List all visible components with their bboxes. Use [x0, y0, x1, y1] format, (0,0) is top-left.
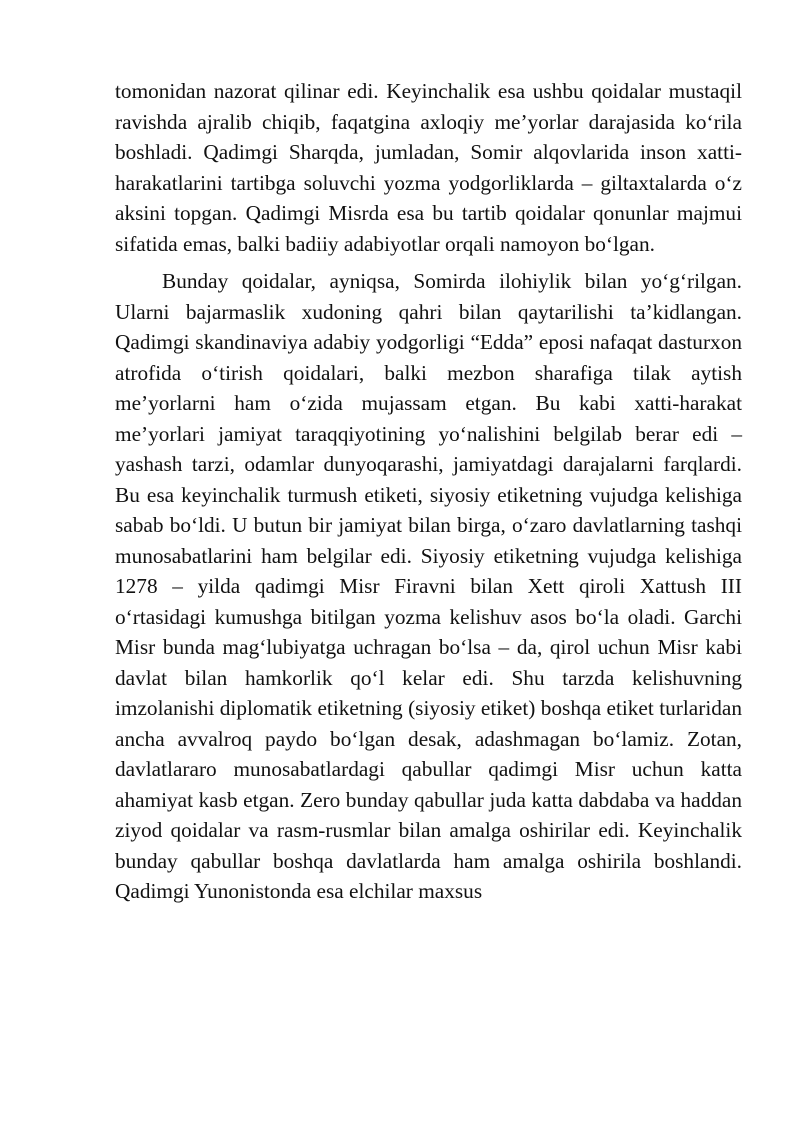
paragraph-body: Bunday qoidalar, ayniqsa, Somirda ilohiylik bilan yo‘g‘rilgan. Ularni bajarmaslik xudoning qahri bilan qaytarilishi ta’kidlangan. Qadimgi skandinaviya adabiy yodgorligi “Edda” eposi nafaqat dasturxon atrofida o‘tirish qoidalari, balki mezbon sharafiga tilak aytish me’yorlarni ham o‘zida mujassam etgan. Bu kabi xatti-harakat me’yorlari jamiyat taraqqiyotining yo‘nalishini belgilab berar edi – yashash tarzi, odamlar dunyoqarashi, jamiyatdagi darajalarni farqlardi. Bu esa keyinchalik turmush etiketi, siyosiy etiketning vujudga kelishiga sabab bo‘ldi. U butun bir jamiyat bilan birga, o‘zaro davlatlarning tashqi munosabatlarini ham belgilar edi. Siyosiy etiketning vujudga kelishiga 1278 – yilda qadimgi Misr Firavni bilan Xett qiroli Xattush III o‘rtasidagi kumushga bitilgan yozma kelishuv asos bo‘la oladi. Garchi Misr bunda mag‘lubiyatga uchragan bo‘lsa – da, qirol uchun Misr kabi davlat bilan hamkorlik qo‘l kelar edi. Shu tarzda kelishuvning imzolanishi diplomatik etiketning (siyosiy etiket) boshqa etiket turlaridan ancha avvalroq paydo bo‘lgan desak, adashmagan bo‘lamiz. Zotan, davlatlararo munosabatlardagi qabullar qadimgi Misr uchun katta ahamiyat kasb etgan. Zero bunday qabullar juda katta dabdaba va haddan ziyod qoidalar va rasm-rusmlar bilan amalga oshirilar edi. Keyinchalik bunday qabullar boshqa davlatlarda ham amalga oshirila boshlandi. Qadimgi Yunonistonda esa elchilar maxsus	[115, 269, 742, 903]
paragraph-continuation: tomonidan nazorat qilinar edi. Keyinchalik esa ushbu qoidalar mustaqil ravishda ajralib chiqib, faqatgina axloqiy me’yorlar darajasida ko‘rila boshladi. Qadimgi Sharqda, jumladan, Somir alqovlarida inson xatti-harakatlarini tartibga soluvchi yozma yodgorliklarda – giltaxtalarda o‘z aksini topgan. Qadimgi Misrda esa bu tartib qoidalar qonunlar majmui sifatida emas, balki badiiy adabiyotlar orqali namoyon bo‘lgan.	[115, 79, 742, 256]
document-page	[115, 76, 742, 907]
